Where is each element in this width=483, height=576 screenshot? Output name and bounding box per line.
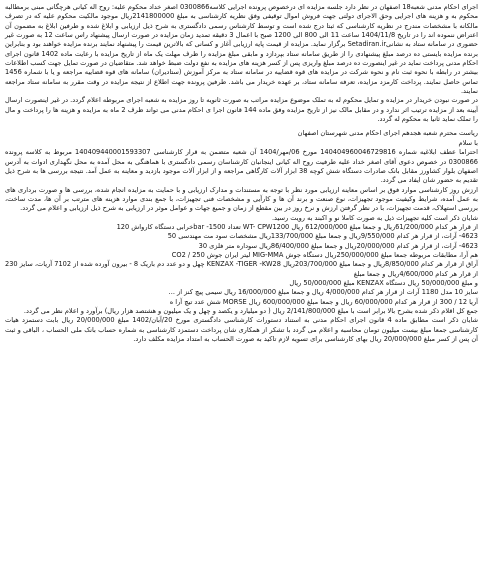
total-text: جمع کل اقلام ذکر شده بشرح بالا برابر است با مبلغ 2/141/800/000 ریال ( دو میلیارد و یکصد و چهل و یک میلیون و هشتصد هزار ریال) برآورد و اعلام نظر می گردد. xyxy=(23,307,478,315)
list-item: سایز 10 مدل 1180 آرات از قرار هر کدام 4/000/000 ریال و جمعا مبلغ 16/000/000 ریال سیمی پیچ کنز از ... xyxy=(168,288,478,297)
list-item: و مبلغ 50/000/000 ریال دستگاه KENZAX مبلغ 50/000/000 ریال xyxy=(289,278,478,287)
expert-body-2: ارزش روز کارشناسی موارد فوق بر اساس معاینه ارزیابی مورد نظر با توجه به مستندات و مدارک ارزیابی و با حمایت به مزایده انجام شده، بررسی ها و صورت برداری های به عمل آمده، شرایط وکیفیت موجود تجهیزات، نوع صنعت و برند آن ها و کارآیی و مشخصات فنی تجهیزات، با جمع بندی موارد هزینه های مترتب بر آن ها، مدت ساخت، بررسی استهلاک، قدمت تجهیزات، با در نظر گرفتن ارزش و نرخ روز در بین مقطع از زمان و جمیع جهات و عوامل موثر در ارزیابی به شرح ذیل ارزیابی و اعلام می گردد. xyxy=(5,185,478,213)
notice-footer: در صورت نبودن خریدار در مزایده و تمایل محکوم له به تملک موضوع مزایده مراتب به صورت ثانویه تا روز مزایده به شعبه اجرای مربوطه اعلام گردد. در غیر اینصورت ارسال آیینه بعد از مزایده ترتیب اثر ندارد و در مقابل مالک نیز از تاریخ مزایده وفق ماده 144 قانون اجرا ی احکام مدنی می تواند ظرف 2 ماه به مزایده و هزینه ها را پرداخت و مال را تملک نماید ثانیا به محکوم له گردد. xyxy=(5,96,478,124)
to-line: ریاست محترم شعبه هجدهم اجرای احکام مدنی شهرستان اصفهان xyxy=(297,129,478,138)
list-item: هم آرا، مطابقات مربوطه جمعا مبلغ 250/000/000ریال دستگاه جوش MIG-MMA لیتر ایران جوش 250 / CO2 xyxy=(171,250,478,259)
closing-text: شایان ذکر است مطابق ماده 4 قانون اجرای احکام مدنی به استناد دستورات کارشناسی دادگستری مورخ 20/آبان/1402 مبلغ 20/000/000 ریال بابت دستمزد هیات کارشناسی جمعا مبلغ بیست میلیون تومان محاسبه و اعلام می گردد با تشکر از همکاری شان پرداخت دستمزد کارشناسی به شماره حساب بانک ملی الحساب ، الباقی و ثبت آن پس از کسر مبلغ 20/000/000 ریال بهای کارشناسی برای تسویه لازم تاکید به صورت الحساب به امتداد مزایده مکلف دارد. xyxy=(5,316,478,344)
list-item: از قرار هر کدام 61/200/000ریال و جمعا مبلغ 612/000/000 ریال WT- CPW1200 تعداد 1500- barخرابی دستگاه کارواش 120 xyxy=(116,222,478,231)
greeting: با سلام xyxy=(458,138,478,147)
list-item: 4623- آرات، از قرار هر کدام 20/000/000ریال و جمعا مبلغ 86/400/000ریال سوداره متر فلزی 30 xyxy=(198,241,478,250)
item-list xyxy=(5,223,478,307)
table-intro: شایان ذکر است کلیه تجهیزات ذیل به صورت کاملا نو و اکبند به رویت رسید. xyxy=(271,213,478,222)
expert-body-1: احتراما عطف ابلاغیه شماره 140404960046729816 مورخ 06/مهر/1404 آن شعبه متضمن به قرار کارشناسی 140409440001593307 مربوط به کلاسه پرونده 0300866 در خصوص دعوی آقای اصغر خداد علیه طرفیت روح اله کیانی اینجانبان کارشناسان رسمی دادگستری با هماهنگی به محل آمده به محل نگهداری ادوات به آدرس اصفهان بلوار کشاورز مقابل بانک صادرات دستگاه شش کوچه 38 ابزار آلات کارگاهی مراجعه و از ابزار آلات موجود بازدید و معاینه به عمل آمد. نتیجه بررسی ها به شرح ذیل تقدیم به حضور شان ایفاد می گردد. xyxy=(5,148,478,185)
list-item: آراق از قرار هر کدام 8/850/000ریال و جمعا مبلغ 203/700/000ریال KENZAX -TIGER -KW28 چهل و دو عدد دم باریک 8 - بیرون آورده شده از 7102 آریات، سایز 230 از قرار هر کدام 4/600/000ریال و جمعا مبلغ xyxy=(5,260,479,278)
list-item: آریا 12 / 300 از قرار هر کدام 60/000/000 ریال و جمعا مبلغ 600/000/000 ریال MORSE شش عدد تیچ آرا ه xyxy=(169,297,478,306)
list-item: 4623- آرات، از قرار هر کدام 9/550/000ریال و جمعا مبلغ 133/700/000ریال مشخصات سود مت مهندسی 50 xyxy=(167,232,478,241)
notice-intro: اجرای احکام مدنی شعبه18 اصفهان در نظر دارد جلسه مزایده ای درخصوص پرونده اجرایی کلاسه0300866 اصغر خداد محکوم علیه: روح اله کیانی هرچگانی مبنی برمطالبه محکوم به و هزینه های اجرایی وحق الاجرای دولتی جهت فروش اموال توقیفی وفق نظریه کارشناسی به مبلغ 2141800000ریال موجود مالکیت محکوم علیه که در تصرف مالکانه با مشخصات مندرج در نظریه کارشناسی که ثبتا درج شده است و توسط کارشناس رسمی دادگستری به شرح ذیل ارزیابی و ابلاغ شده و طرفین ابلاغ به مضمون آن اعتراض ننموده اند را در تاریخ 1404/11/8 ساعت 11 الی 800 الی 1200 صبح با اعمال 3 دقیقه تمدید زمان مزایده در صورت ارسال پیشنهاد راس ساعت 12 به صورت غیر حضوری در سامانه ستاد به نشانیSetadiran.ir برگزار نماید. مزایده از قیمت پایه ارزیابی آغاز و کسانی که بالاترین قیمت را پیشنهاد نمایند برنده مزایده خواهند بود و بنابراین برنده مزایده بایستی ده درصد مبلغ پیشنهادی را از طریق سامانه ستاد بپردازد و مابقی مبلغ مزایده را ظرف مهلت یک ماه از تاریخ مزایده با رعایت ماده 1402 قانون اجرای احکام مدنی پرداخت نماید در غیر اینصورت ده درصد مبلغ واریزی پس از کسر هزینه های مزایده به نفع دولت ضبط خواهد شد. متقاضیان در صورت تمایل جهت کسب اطلاعات بیشتر در رابطه با نحوه ثبت نام و نحوه شرکت در مزایده های قوه قضاییه در سامانه ستاد به مرکز آموزش (ستادیران) سامانه های قوه قضاییه مراجعه و یا با شماره 1456 تماس حاصل نمایند. پرداخت کارمزد مزایده، تعرفه سامانه ستاد، بر عهده خریدار می باشد. طرفین پرونده جهت اطلاع از نتیجه مزایده در وقت مقرر به سامانه ستاد مراجعه نمایند. xyxy=(5,3,479,96)
